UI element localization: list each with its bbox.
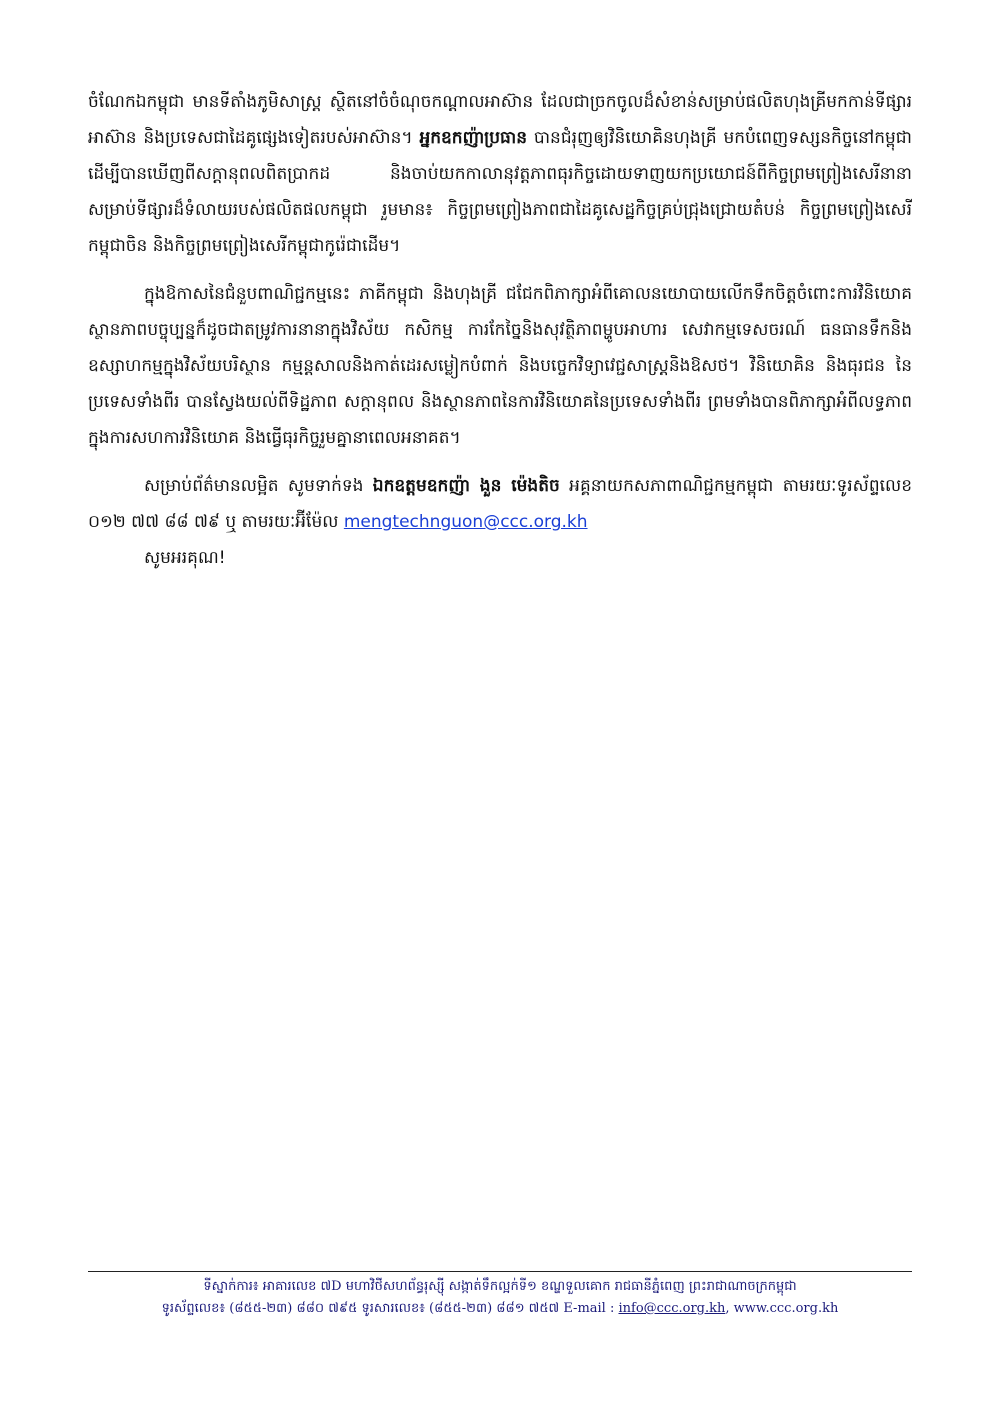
paragraph-text: ចំណែកឯកម្ពុជា មានទីតាំងភូមិសាស្ត្រ ស្ថិតនៅចំចំណុចកណ្តាលអាស៊ាន ដែលជាច្រកចូលដ៏សំខាន់សម្រាប់ផលិតហុងគ្រីមកកាន់ទីផ្សារអាស៊ាន និងប្រទេសជាដៃគូផ្សេងទៀតរបស់អាស៊ាន។ (88, 92, 912, 148)
paragraph-text: អគ្គនាយកសភាពាណិជ្ជកម្មកម្ពុជា តាមរយៈទូរស័ព្ទលេខ ០១២ ៧៧ ៨៨ ៧៩ ឬ តាមរយៈអ៊ីម៉ែល (88, 476, 912, 532)
footer-contact-text: ទូរស័ព្ទលេខ៖ (៨៥៥-២៣) ៨៨០ ៧៩៥ ទូរសារលេខ៖ (៨៥៥-២៣) ៨៨១ ៧៥៧ E-mail : (161, 1301, 619, 1316)
footer-address: ទីស្នាក់ការ៖ អាគារលេខ ៧D មហាវិថីសហព័ន្ធរុស្ស៊ី សង្កាត់ទឹកល្អក់ទី១ ខណ្ឌទួលគោក រាជធានីភ្នំពេញ ព្រះរាជាណាចក្រកម្ពុជា (203, 1279, 797, 1294)
paragraph-text: ក្នុងឱកាសនៃជំនួបពាណិជ្ជកម្មនេះ ភាគីកម្ពុជា និងហុងគ្រី ជជែកពិភាក្សាអំពីគោលនយោបាយលើកទឹកចិត្តចំពោះការវិនិយោគ ស្ថានភាពបច្ចុប្បន្នក៏ដូចជាតម្រូវការនានាក្នុងវិស័យ កសិកម្ម ការកែច្នៃនិងសុវត្ថិភាពម្ហូបអាហារ សេវាកម្មទេសចរណ៍ ធនធានទឹកនិងឧស្សាហកម្មក្នុងវិស័យបរិស្ថាន កម្មន្តសាលនិងកាត់ដេរសម្លៀកបំពាក់ និងបច្ចេកវិទ្យាវេជ្ជសាស្ត្រនិងឱសថ។ វិនិយោគិន និងធុរជន នៃប្រទេសទាំងពីរ បានស្វែងយល់ពីទិដ្ឋភាព សក្តានុពល និងស្ថានភាពនៃការវិនិយោគនៃប្រទេសទាំងពីរ ព្រមទាំងបានពិភាក្សាអំពីលទ្ធភាពក្នុងការសហការវិនិយោគ និងធ្វើធុរកិច្ចរួមគ្នានាពេលអនាគត។ (88, 284, 912, 448)
footer-divider (88, 1271, 912, 1272)
footer-contact (88, 1298, 912, 1320)
footer-email-link[interactable]: info@ccc.org.kh (618, 1301, 726, 1316)
paragraph-contact (88, 468, 912, 540)
paragraph-text: បានជំរុញឲ្យវិនិយោគិនហុងគ្រី មកបំពេញទស្សនកិច្ចនៅកម្ពុជា ដើម្បីបានឃើញពីសក្តានុពលពិតប្រាកដ និងចាប់យកកាលានុវត្តភាពធុរកិច្ចដោយទាញយកប្រយោជន៍ពីកិច្ចព្រមព្រៀងសេរីនានា សម្រាប់ទីផ្សារដ៏ទំលាយរបស់ផលិតផលកម្ពុជា រួមមាន៖ កិច្ចព្រមព្រៀងភាពជាដៃគូសេដ្ឋកិច្ចគ្រប់ជ្រុងជ្រោយតំបន់ កិច្ចព្រមព្រៀងសេរីកម្ពុជាចិន និងកិច្ចព្រមព្រៀងសេរីកម្ពុជាកូរ៉េជាដើម។ (88, 128, 912, 256)
letterhead-footer (88, 1276, 912, 1320)
footer-separator: , (725, 1301, 734, 1316)
document-body (88, 84, 912, 576)
closing-thanks: សូមអរគុណ! (144, 548, 226, 568)
paragraph-meeting (88, 276, 912, 456)
footer-website-link[interactable]: www.ccc.org.kh (733, 1301, 839, 1316)
contact-person-name: ឯកឧត្តមឧកញ៉ា ងួន ម៉េងតិច (372, 476, 560, 496)
paragraph-location (88, 84, 912, 264)
contact-email-link[interactable]: mengtechnguon@ccc.org.kh (343, 512, 588, 532)
chairman-title: អ្នកឧកញ៉ាប្រធាន (419, 128, 528, 148)
paragraph-text: សម្រាប់ព័ត៌មានលម្អិត សូមទាក់ទង (144, 476, 373, 496)
